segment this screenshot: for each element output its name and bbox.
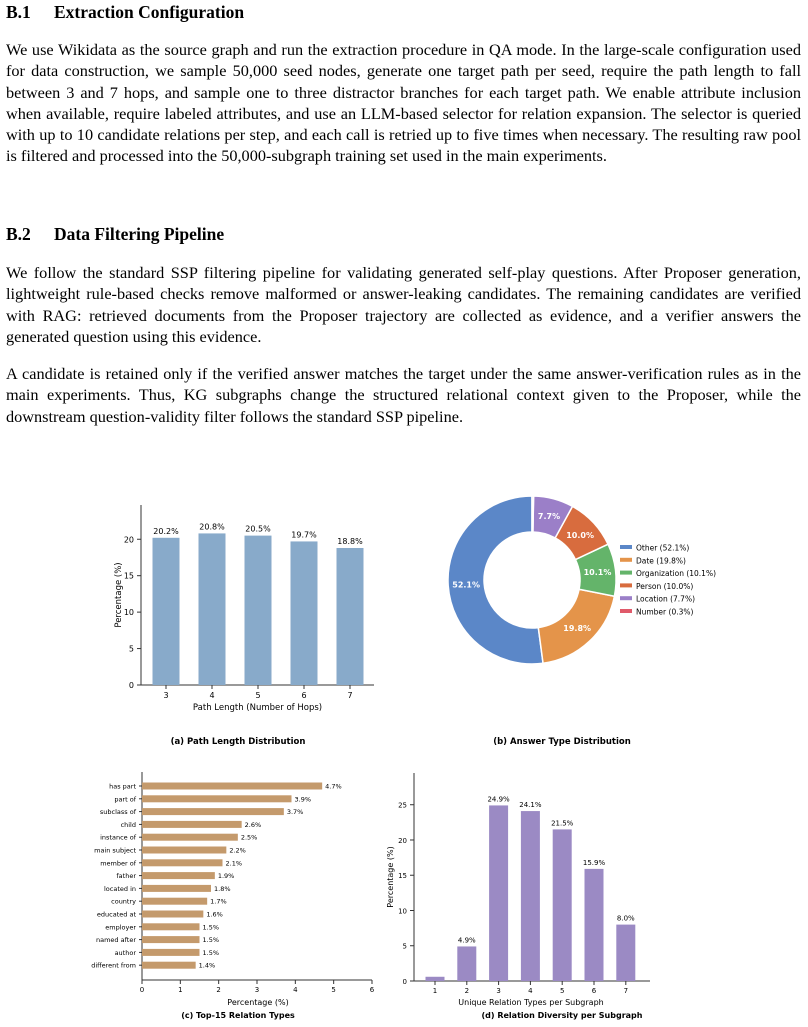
y-tick-label: 20 — [123, 535, 134, 545]
pie-slice — [532, 496, 534, 532]
legend-entry: Location (7.7%) — [636, 594, 696, 604]
y-tick-label: educated at — [96, 910, 136, 919]
bar — [521, 811, 540, 981]
bar — [142, 962, 196, 969]
y-tick-label: has part — [109, 782, 136, 791]
y-tick-label: located in — [103, 884, 136, 893]
legend-entry: Date (19.8%) — [636, 556, 686, 566]
x-axis-label: Percentage (%) — [227, 998, 289, 1007]
legend-swatch — [620, 571, 632, 575]
data-label: 2.1% — [225, 859, 243, 868]
data-label: 20.5% — [245, 524, 271, 534]
data-label: 18.8% — [337, 536, 363, 546]
x-tick-label: 2 — [216, 986, 221, 994]
x-tick-label: 3 — [496, 987, 501, 995]
x-tick-label: 3 — [163, 691, 169, 700]
chart-caption: (d) Relation Diversity per Subgraph — [481, 1011, 643, 1020]
y-axis-label: Percentage (%) — [114, 562, 124, 628]
data-label: 1.5% — [202, 923, 220, 932]
legend-entry: Other (52.1%) — [636, 543, 690, 553]
slice-label: 10.0% — [566, 530, 594, 540]
y-tick-label: father — [116, 872, 136, 881]
paragraph-filtering-1: We follow the standard SSP filtering pipeline for validating generated self-play questions. After Proposer generation, lightweight rule-based checks remove malformed or answer-leaking candidates. The remaining candidates are verified with RAG: retrieved documents from the Proposer trajectory are collected as evidence, and a verifier answers the generated question using this evidence. — [6, 263, 801, 346]
y-tick-label: country — [111, 897, 136, 906]
section-title: Data Filtering Pipeline — [54, 224, 225, 244]
bar — [457, 946, 476, 981]
bar — [489, 805, 508, 981]
paragraph-extraction: We use Wikidata as the source graph and run the extraction procedure in QA mode. In the large-scale configuration used for data construction, we sample 50,000 seed nodes, generate one target path per seed, require the path length to fall between 3 and 7 hops, and sample one to three distractor branches for each target path. We enable attribute inclusion when available, require labeled attributes, and use an LLM-based selector for relation expansion. The selector is queried with up to 10 candidate relations per step, and each call is retried up to five times when necessary. The resulting raw pool is filtered and processed into the 50,000-subgraph training set used in the main experiments. — [6, 40, 801, 166]
chart-caption: (a) Path Length Distribution — [170, 737, 306, 747]
chart-answer-type — [448, 496, 716, 747]
legend-swatch — [620, 558, 632, 562]
chart-caption: (b) Answer Type Distribution — [493, 737, 631, 747]
y-tick-label: 5 — [402, 942, 407, 951]
y-tick-label: instance of — [100, 833, 136, 842]
data-label: 1.6% — [206, 910, 223, 919]
y-tick-label: different from — [91, 961, 136, 970]
bar — [142, 949, 200, 956]
x-tick-label: 0 — [139, 986, 145, 994]
y-tick-label: employer — [105, 923, 136, 932]
data-label: 20.8% — [199, 522, 225, 532]
data-label: 21.5% — [551, 819, 574, 828]
data-label: 1.9% — [217, 872, 235, 881]
y-tick-label: author — [114, 948, 136, 957]
x-tick-label: 4 — [209, 691, 215, 700]
legend-swatch — [620, 545, 632, 549]
data-label: 4.7% — [325, 782, 342, 791]
bar — [142, 821, 242, 828]
bar — [142, 911, 203, 918]
data-label: 1.8% — [214, 884, 231, 893]
bar — [142, 936, 200, 943]
y-tick-label: main subject — [94, 846, 136, 855]
y-tick-label: 20 — [398, 836, 407, 845]
legend-entry: Person (10.0%) — [636, 581, 694, 591]
x-tick-label: 6 — [369, 986, 375, 994]
bar — [142, 834, 238, 841]
x-tick-label: 3 — [254, 986, 260, 994]
data-label: 2.5% — [240, 833, 258, 842]
y-tick-label: child — [120, 820, 136, 829]
bar — [142, 923, 200, 930]
bar — [142, 808, 284, 815]
data-label: 19.7% — [291, 530, 317, 540]
y-tick-label: 10 — [398, 907, 407, 916]
legend-swatch — [620, 609, 632, 613]
x-tick-label: 7 — [347, 691, 353, 700]
bar — [153, 538, 180, 685]
slice-label: 10.1% — [583, 567, 612, 577]
section-number: B.2 — [6, 224, 31, 244]
x-tick-label: 5 — [331, 986, 336, 994]
data-label: 1.5% — [202, 948, 220, 957]
y-tick-label: part of — [114, 795, 136, 804]
bar — [245, 536, 272, 685]
x-tick-label: 2 — [464, 987, 470, 995]
data-label: 15.9% — [582, 858, 606, 867]
x-tick-label: 4 — [528, 987, 533, 995]
x-tick-label: 1 — [432, 987, 438, 995]
bar — [616, 925, 635, 981]
legend-swatch — [620, 583, 632, 587]
slice-label: 52.1% — [452, 580, 481, 590]
chart-caption: (c) Top-15 Relation Types — [181, 1011, 295, 1020]
y-tick-label: 25 — [398, 801, 407, 810]
bar — [337, 548, 364, 685]
chart-relation-types — [91, 772, 375, 1020]
data-label: 3.9% — [294, 795, 312, 804]
x-tick-label: 5 — [559, 987, 565, 995]
x-axis-label: Unique Relation Types per Subgraph — [458, 998, 604, 1007]
x-axis-label: Path Length (Number of Hops) — [192, 703, 323, 713]
data-label: 24.1% — [519, 801, 542, 810]
bar — [142, 847, 226, 854]
legend-entry: Organization (10.1%) — [636, 569, 717, 579]
y-tick-label: member of — [100, 859, 136, 868]
bar — [142, 783, 322, 790]
x-tick-label: 6 — [301, 691, 307, 700]
bar — [585, 869, 604, 981]
bar — [553, 829, 572, 981]
x-tick-label: 4 — [293, 986, 298, 994]
chart-path-length — [114, 505, 374, 747]
data-label: 8.0% — [616, 914, 635, 923]
chart-relation-diversity — [386, 773, 650, 1020]
section-title: Extraction Configuration — [54, 2, 245, 22]
slice-label: 7.7% — [537, 512, 561, 522]
bar — [142, 885, 211, 892]
data-label: 24.9% — [487, 795, 510, 804]
x-tick-label: 7 — [623, 987, 629, 995]
bar — [142, 859, 223, 866]
y-tick-label: 15 — [123, 571, 134, 581]
bar — [142, 872, 215, 879]
data-label: 1.4% — [198, 961, 216, 970]
x-tick-label: 6 — [591, 987, 597, 995]
data-label: 1.5% — [202, 936, 220, 945]
x-tick-label: 1 — [178, 986, 183, 994]
bar — [291, 541, 318, 685]
data-label: 2.6% — [244, 820, 262, 829]
y-tick-label: 0 — [128, 681, 134, 690]
y-axis-label: Percentage (%) — [386, 846, 395, 908]
data-label: 20.2% — [153, 526, 179, 536]
data-label: 4.9% — [457, 936, 476, 945]
y-tick-label: 0 — [402, 978, 407, 986]
y-tick-label: 5 — [128, 644, 134, 654]
bar — [199, 533, 226, 685]
y-tick-label: 10 — [123, 608, 134, 618]
data-label: 2.2% — [229, 846, 246, 855]
bar — [142, 898, 207, 905]
legend-swatch — [620, 596, 632, 600]
y-tick-label: 15 — [398, 872, 407, 881]
slice-label: 19.8% — [563, 624, 592, 634]
y-tick-label: subclass of — [99, 808, 136, 817]
data-label: 3.7% — [286, 808, 304, 817]
data-label: 1.7% — [210, 897, 227, 906]
x-tick-label: 5 — [255, 691, 261, 700]
paragraph-filtering-2: A candidate is retained only if the verified answer matches the target under the same answer-verification rules as in the main experiments. Thus, KG subgraphs change the structured relational context given to the Proposer, while the downstream question-validity filter follows the standard SSP pipeline. — [6, 364, 801, 426]
section-number: B.1 — [6, 2, 31, 22]
bar — [142, 795, 292, 802]
y-tick-label: named after — [95, 936, 136, 945]
legend-entry: Number (0.3%) — [636, 607, 694, 617]
bar — [426, 977, 445, 981]
